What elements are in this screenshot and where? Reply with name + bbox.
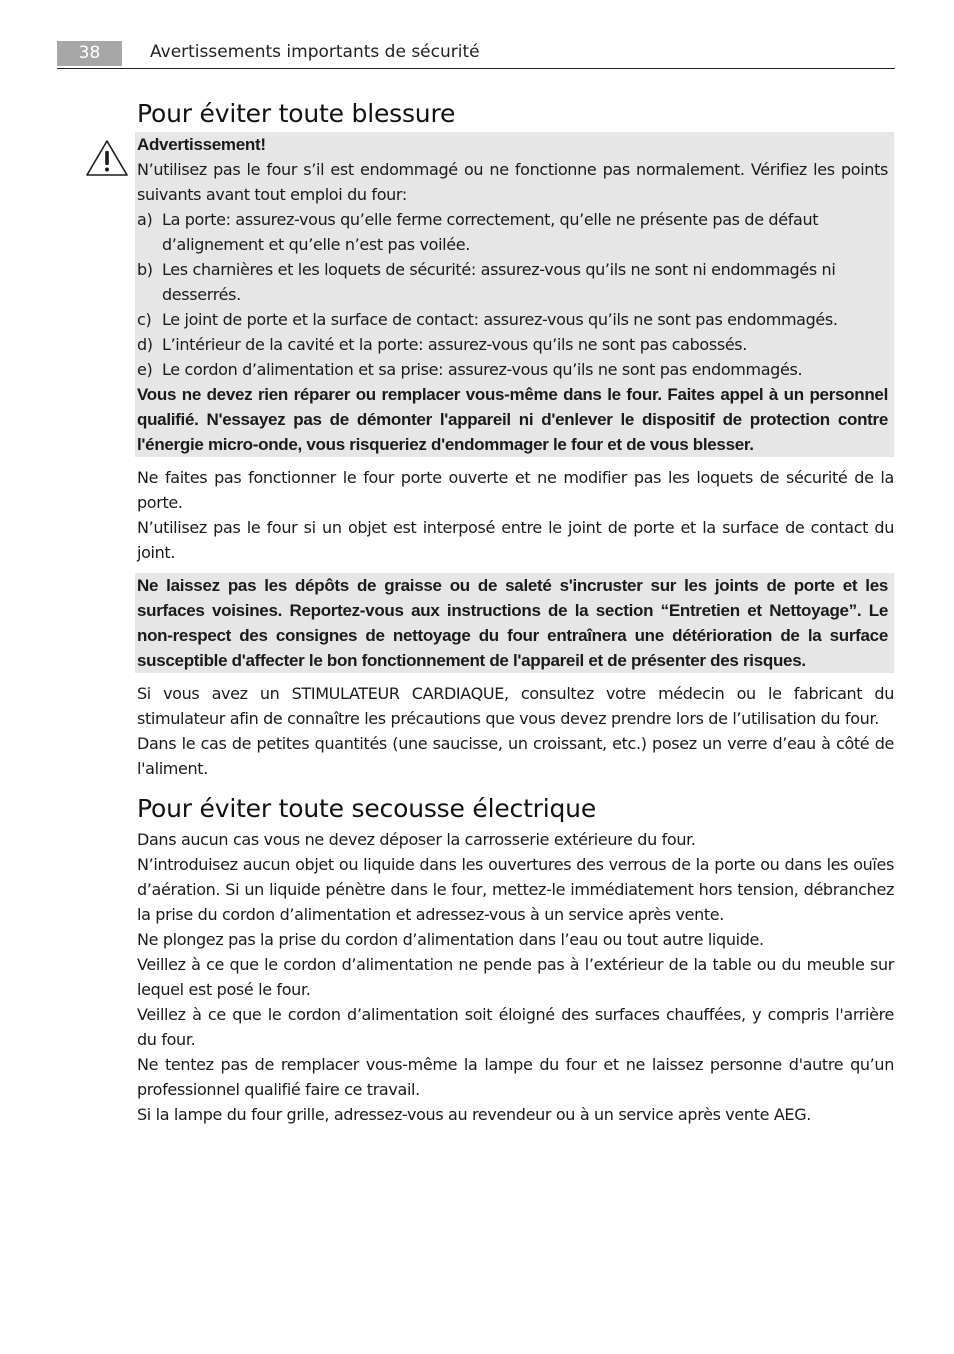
list-marker: e) bbox=[137, 360, 153, 379]
list-marker: c) bbox=[137, 310, 152, 329]
warning-triangle-icon bbox=[84, 138, 130, 178]
list-item bbox=[137, 207, 888, 257]
list-item bbox=[137, 257, 888, 307]
list-item bbox=[137, 357, 888, 382]
warning-heading: Advertissement! bbox=[137, 135, 266, 154]
check-list bbox=[137, 207, 888, 382]
warning-bold-note: Vous ne devez rien réparer ou remplacer vous-même dans le four. Faites appel à un personnel qualifié. N'essayez pas de démonter l'appareil ni d'enlever le dispositif de protection contre l'énergie micro-onde, vous risqueriez d'endommager le four et de vous blesser. bbox=[137, 385, 888, 454]
paragraph: Ne faites pas fonctionner le four porte ouverte et ne modifier pas les loquets de sécurité de la porte. bbox=[137, 468, 894, 512]
page-content bbox=[137, 96, 894, 1127]
paragraph: Si la lampe du four grille, adressez-vous au revendeur ou à un service après vente AEG. bbox=[137, 1105, 811, 1124]
running-header-title: Avertissements importants de sécurité bbox=[150, 42, 480, 62]
list-marker: b) bbox=[137, 260, 153, 279]
paragraph: Veillez à ce que le cordon d’alimentation soit éloigné des surfaces chauffées, y compris l'arrière du four. bbox=[137, 1005, 894, 1049]
paragraph: N’introduisez aucun objet ou liquide dans les ouvertures des verrous de la porte ou dans les ouïes d’aération. Si un liquide pénètre dans le four, mettez-le immédiatement hors tension, débranchez la prise du cordon d’alimentation et adressez-vous à un service après vente. bbox=[137, 855, 894, 924]
warning-box bbox=[135, 132, 894, 457]
page-number: 38 bbox=[57, 41, 122, 66]
list-item-text: Les charnières et les loquets de sécurité: assurez-vous qu’ils ne sont ni endommagés ni desserrés. bbox=[162, 260, 836, 304]
paragraph: Dans aucun cas vous ne devez déposer la carrosserie extérieure du four. bbox=[137, 830, 696, 849]
section-title-injury: Pour éviter toute blessure bbox=[137, 99, 456, 128]
list-item bbox=[137, 307, 888, 332]
list-item-text: La porte: assurez-vous qu’elle ferme correctement, qu’elle ne présente pas de défaut d’alignement et qu’elle n’est pas voilée. bbox=[162, 210, 819, 254]
paragraph: Veillez à ce que le cordon d’alimentation ne pende pas à l’extérieur de la table ou du meuble sur lequel est posé le four. bbox=[137, 955, 894, 999]
paragraph: Dans le cas de petites quantités (une saucisse, un croissant, etc.) posez un verre d’eau à côté de l'aliment. bbox=[137, 734, 894, 778]
warning-intro: N’utilisez pas le four s’il est endommagé ou ne fonctionne pas normalement. Vérifiez les points suivants avant tout emploi du four: bbox=[137, 160, 888, 204]
header-rule bbox=[57, 68, 895, 69]
paragraph: N’utilisez pas le four si un objet est interposé entre le joint de porte et la surface de contact du joint. bbox=[137, 518, 894, 562]
notice-box bbox=[135, 573, 894, 673]
paragraph: Ne tentez pas de remplacer vous-même la lampe du four et ne laissez personne d'autre qu’un professionnel qualifié faire ce travail. bbox=[137, 1055, 894, 1099]
section-title-electric: Pour éviter toute secousse électrique bbox=[137, 794, 596, 823]
list-marker: a) bbox=[137, 210, 153, 229]
paragraph: Si vous avez un STIMULATEUR CARDIAQUE, consultez votre médecin ou le fabricant du stimulateur afin de connaître les précautions que vous devez prendre lors de l’utilisation du four. bbox=[137, 684, 894, 728]
list-item-text: Le cordon d’alimentation et sa prise: assurez-vous qu’ils ne sont pas endommagés. bbox=[162, 360, 803, 379]
list-item-text: Le joint de porte et la surface de contact: assurez-vous qu’ils ne sont pas endommagés. bbox=[162, 310, 838, 329]
list-item-text: L’intérieur de la cavité et la porte: assurez-vous qu’ils ne sont pas cabossés. bbox=[162, 335, 748, 354]
list-marker: d) bbox=[137, 335, 153, 354]
list-item bbox=[137, 332, 888, 357]
notice-bold-text: Ne laissez pas les dépôts de graisse ou de saleté s'incruster sur les joints de porte et les surfaces voisines. Reportez-vous aux instructions de la section “Entretien et Nettoyage”. Le non-respect des consignes de nettoyage du four entraînera une détérioration de la surface susceptible d'affecter le bon fonctionnement de l'appareil et de présenter des risques. bbox=[137, 576, 888, 670]
paragraph: Ne plongez pas la prise du cordon d’alimentation dans l’eau ou tout autre liquide. bbox=[137, 930, 764, 949]
